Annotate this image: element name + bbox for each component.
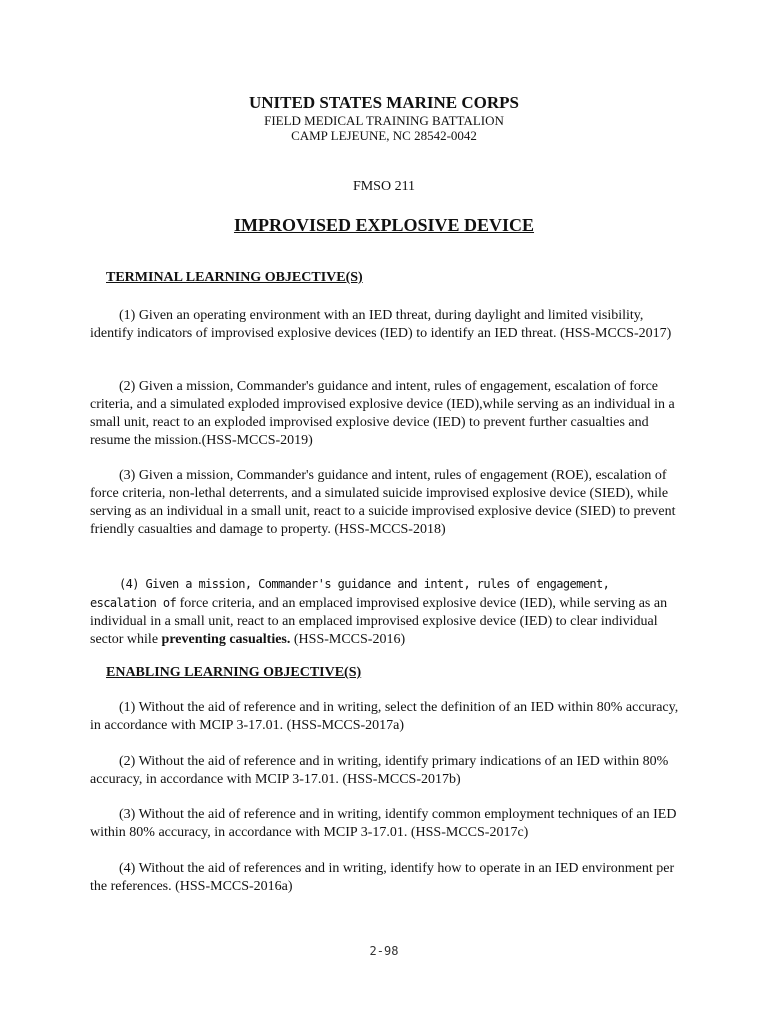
terminal-objective-4-body: force criteria, and an emplaced improvised explosive device (IED), while serving as an individual in a small unit, react to an emplaced improvised explosive device (IED) to clear individual sector while bbox=[90, 596, 668, 647]
terminal-objective-4-lead: (4) Given a mission, Commander's guidance and intent, rules of engagement, escalation of bbox=[90, 577, 610, 610]
terminal-objective-4-emphasis: preventing casualties. bbox=[161, 632, 291, 647]
terminal-objective-3: (3) Given a mission, Commander's guidance and intent, rules of engagement (ROE), escalation of force criteria, non-lethal deterrents, and a simulated suicide improvised explosive device (SIED), while serving as an individual in a small unit, react to a suicide improvised explosive device (SIED) to prevent friendly casualties and damage to property. (HSS-MCCS-2018) bbox=[90, 468, 676, 537]
enabling-objective-2: (2) Without the aid of reference and in writing, identify primary indications of an IED within 80% accuracy, in accordance with MCIP 3-17.01. (HSS-MCCS-2017b) bbox=[90, 754, 669, 787]
letterhead bbox=[0, 93, 768, 143]
enabling-objectives-heading: ENABLING LEARNING OBJECTIVE(S) bbox=[106, 665, 362, 680]
document-code: FMSO 211 bbox=[352, 179, 416, 194]
terminal-objective-4 bbox=[90, 575, 680, 649]
terminal-objectives-heading: TERMINAL LEARNING OBJECTIVE(S) bbox=[106, 270, 363, 285]
organization-name: UNITED STATES MARINE CORPS bbox=[249, 93, 519, 112]
terminal-objective-1: (1) Given an operating environment with an IED threat, during daylight and limited visibility, identify indicators of improvised explosive devices (IED) to identify an IED threat. (HSS-MCCS-2017) bbox=[90, 308, 672, 341]
enabling-objective-3: (3) Without the aid of reference and in writing, identify common employment techniques of an IED within 80% accuracy, in accordance with MCIP 3-17.01. (HSS-MCCS-2017c) bbox=[90, 807, 677, 840]
terminal-objective-2: (2) Given a mission, Commander's guidance and intent, rules of engagement, escalation of force criteria, and a simulated exploded improvised explosive device (IED),while serving as an individual in a small unit, react to an exploded improvised explosive device (IED) to prevent further casualties and resume the mission.(HSS-MCCS-2019) bbox=[90, 379, 675, 448]
enabling-objective-1: (1) Without the aid of reference and in writing, select the definition of an IED within 80% accuracy, in accordance with MCIP 3-17.01. (HSS-MCCS-2017a) bbox=[90, 700, 679, 733]
document-title-text: IMPROVISED EXPLOSIVE DEVICE bbox=[233, 215, 535, 235]
page-number: 2-98 bbox=[369, 944, 399, 958]
terminal-objective-4-tail: (HSS-MCCS-2016) bbox=[290, 632, 406, 647]
unit-name: FIELD MEDICAL TRAINING BATTALION bbox=[264, 113, 504, 128]
unit-address: CAMP LEJEUNE, NC 28542-0042 bbox=[291, 128, 477, 143]
document-title bbox=[0, 214, 768, 236]
enabling-objective-4: (4) Without the aid of references and in writing, identify how to operate in an IED environment per the references. (HSS-MCCS-2016a) bbox=[90, 861, 675, 894]
